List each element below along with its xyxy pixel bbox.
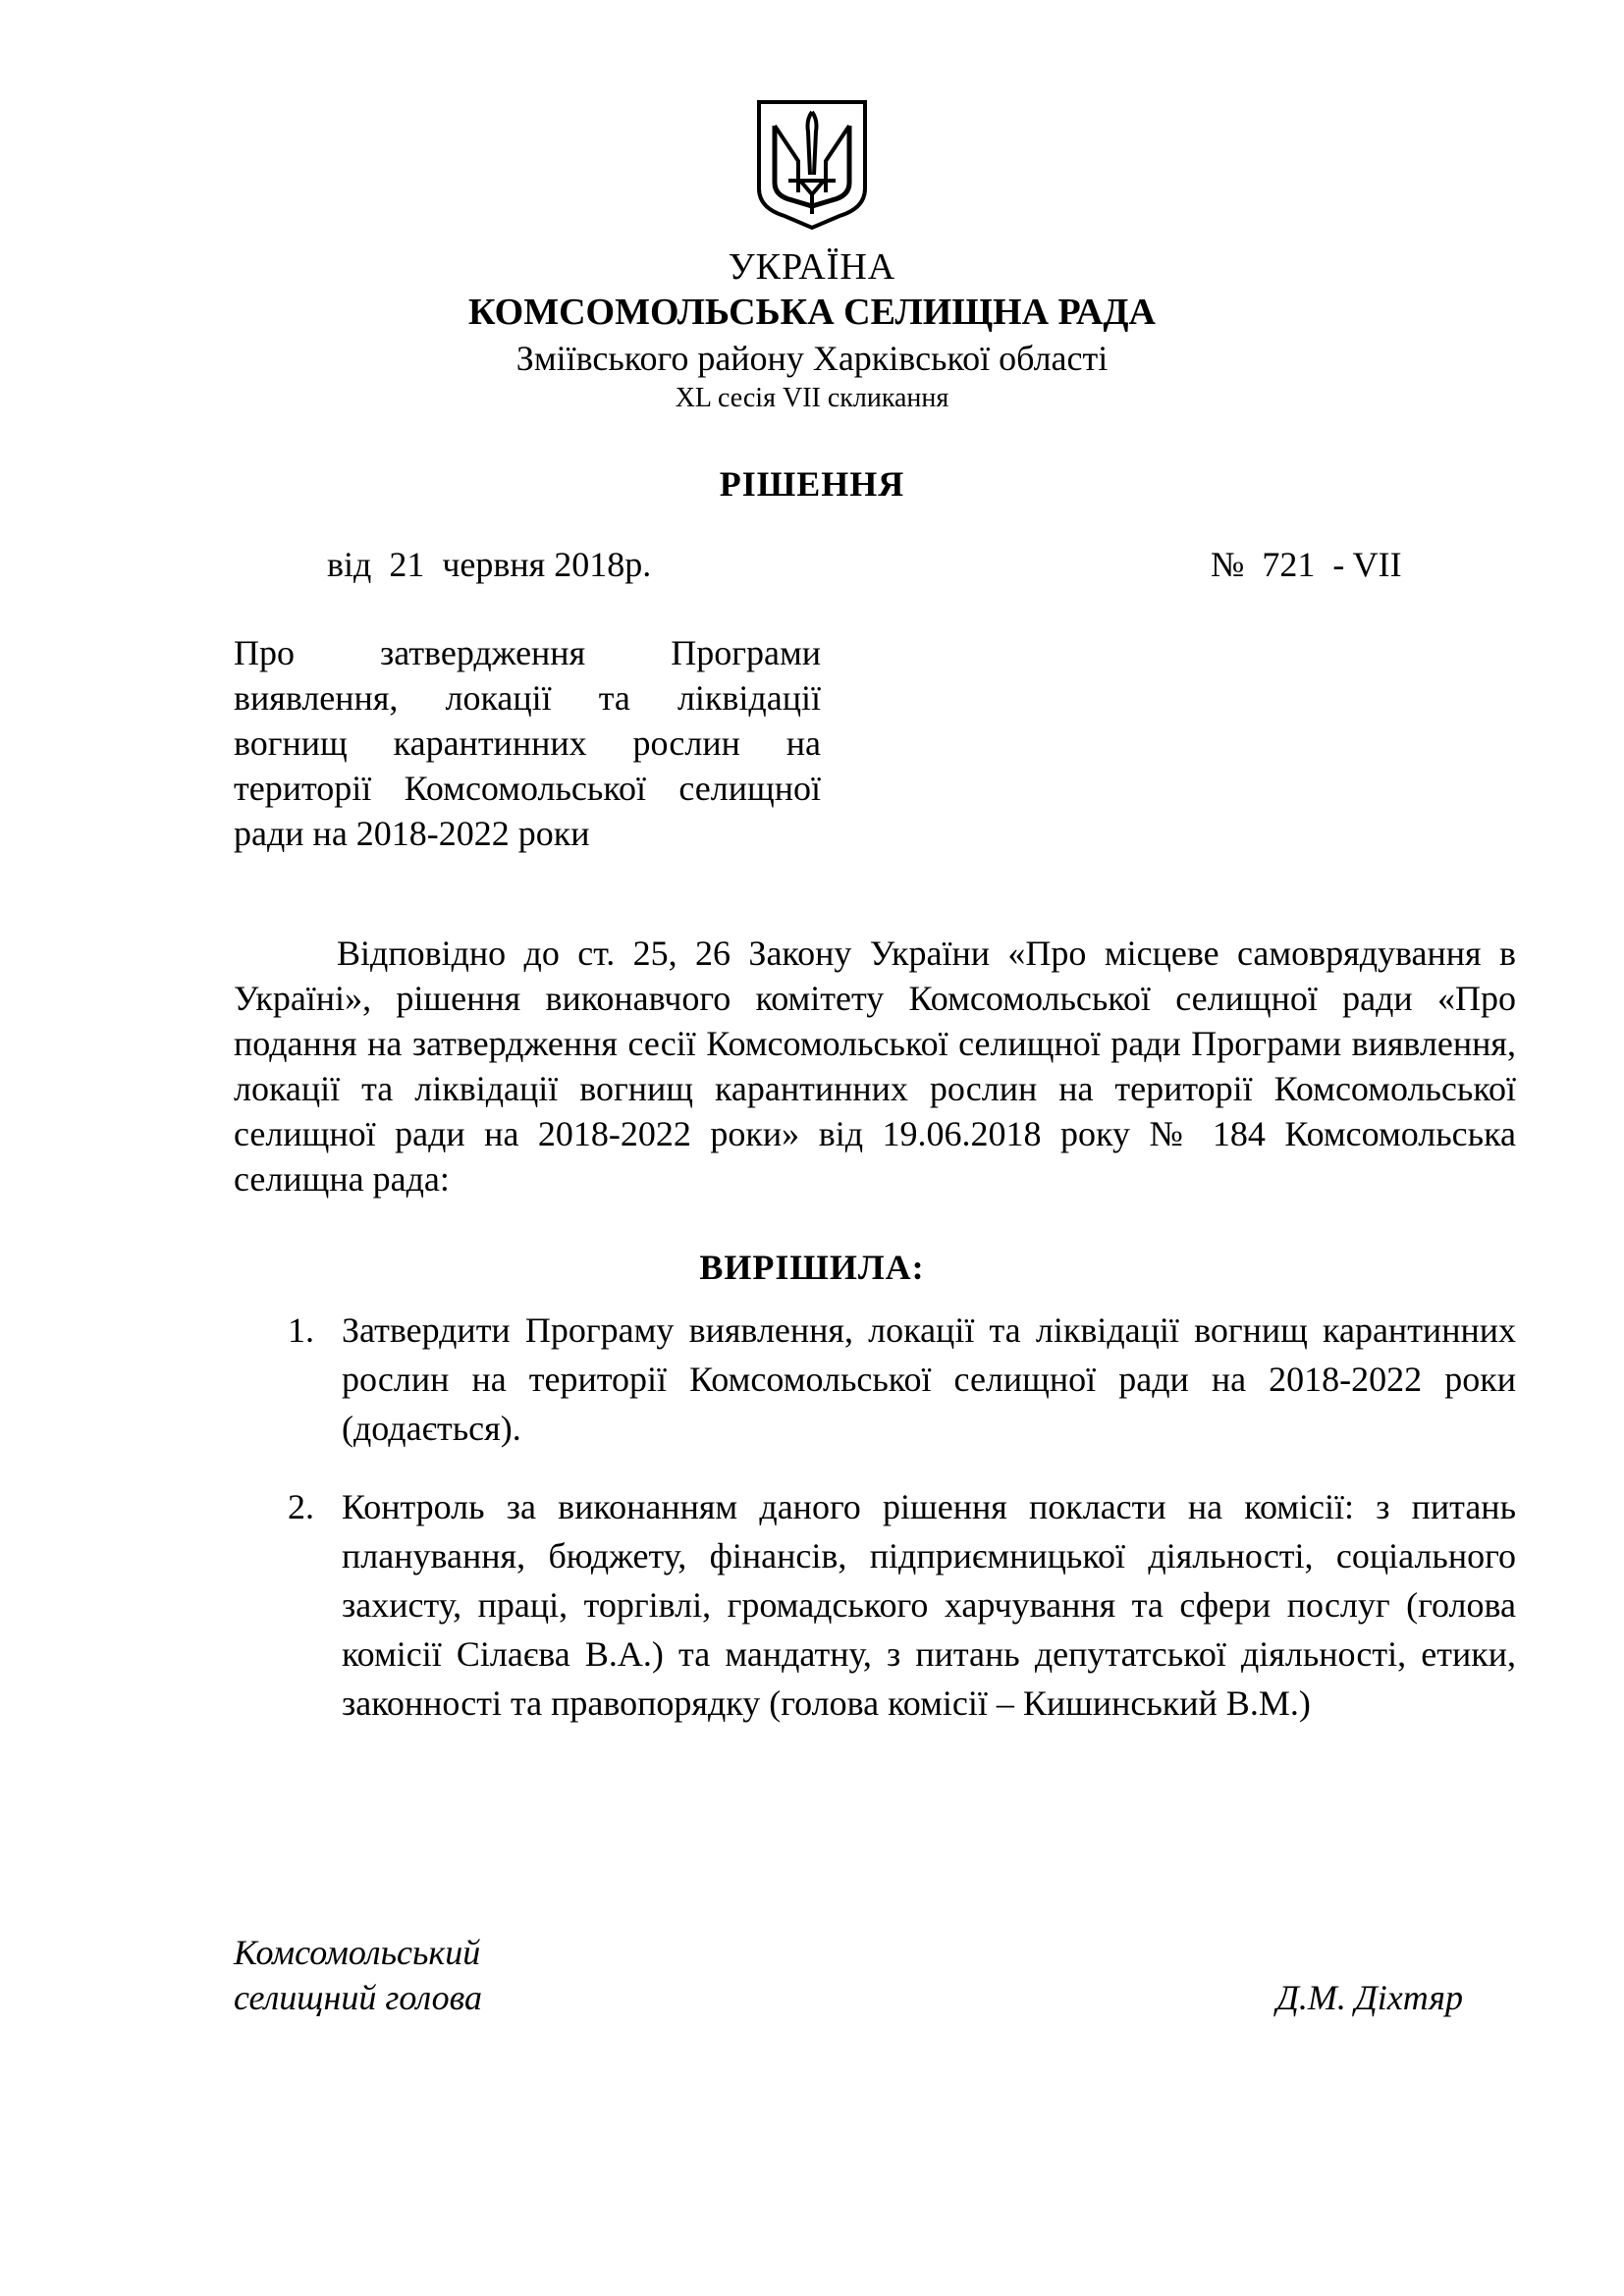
signature-title-line1: Комсомольський — [234, 1933, 481, 1972]
list-item-number: 2. — [288, 1487, 314, 1526]
list-item-text: Контроль за виконанням даного рішення покласти на комісії: з питань планування, бюджету, фінансів, підприємницької діяльності, соціального захисту, праці, торгівлі, громадського харчування та сфери послуг (голова комісії Сілаєва В.А.) та мандатну, з питань депутатської діяльності, етики, законності та правопорядку (голова комісії – Кишинський В.М.) — [342, 1487, 1516, 1723]
decision-number: № 721 - VII — [1211, 545, 1402, 584]
list-item-text: Затвердити Програму виявлення, локації та ліквідації вогнищ карантинних рослин на території Комсомольської селищної ради на 2018-2022 роки (додається). — [342, 1310, 1516, 1448]
council-name: КОМСОМОЛЬСЬКА СЕЛИЩНА РАДА — [468, 292, 1156, 333]
resolved-heading: ВИРІШИЛА: — [699, 1248, 925, 1287]
decision-date: від 21 червня 2018р. — [327, 545, 652, 584]
list-item — [288, 1306, 1516, 1453]
list-item — [288, 1482, 1516, 1728]
signature-title-line2: селищний голова — [234, 1978, 482, 2017]
signature-name: Д.М. Діхтяр — [1276, 1978, 1463, 2017]
country-name: УКРАЇНА — [728, 246, 896, 288]
preamble-paragraph: Відповідно до ст. 25, 26 Закону України «Про місцеве самоврядування в Україні», рішення виконавчого комітету Комсомольської селищної ради «Про подання на затвердження сесії Комсомольської селищної ради Програми виявлення, локації та ліквідації вогнищ карантинних рослин на території Комсомольської селищної ради на 2018-2022 роки» від 19.06.2018 року № 184 Комсомольська селищна рада: — [234, 934, 1516, 1199]
district-name: Зміївського району Харківської області — [515, 339, 1109, 378]
decision-subject: Про затвердження Програми виявлення, локації та ліквідації вогнищ карантинних рослин на території Комсомольської селищної ради на 2018-2022 роки — [234, 633, 821, 853]
list-item-number: 1. — [288, 1310, 314, 1350]
trident-coat-of-arms-icon — [753, 98, 871, 232]
session-label: XL сесія VII скликання — [675, 383, 949, 413]
document-type: РІШЕННЯ — [719, 464, 905, 504]
